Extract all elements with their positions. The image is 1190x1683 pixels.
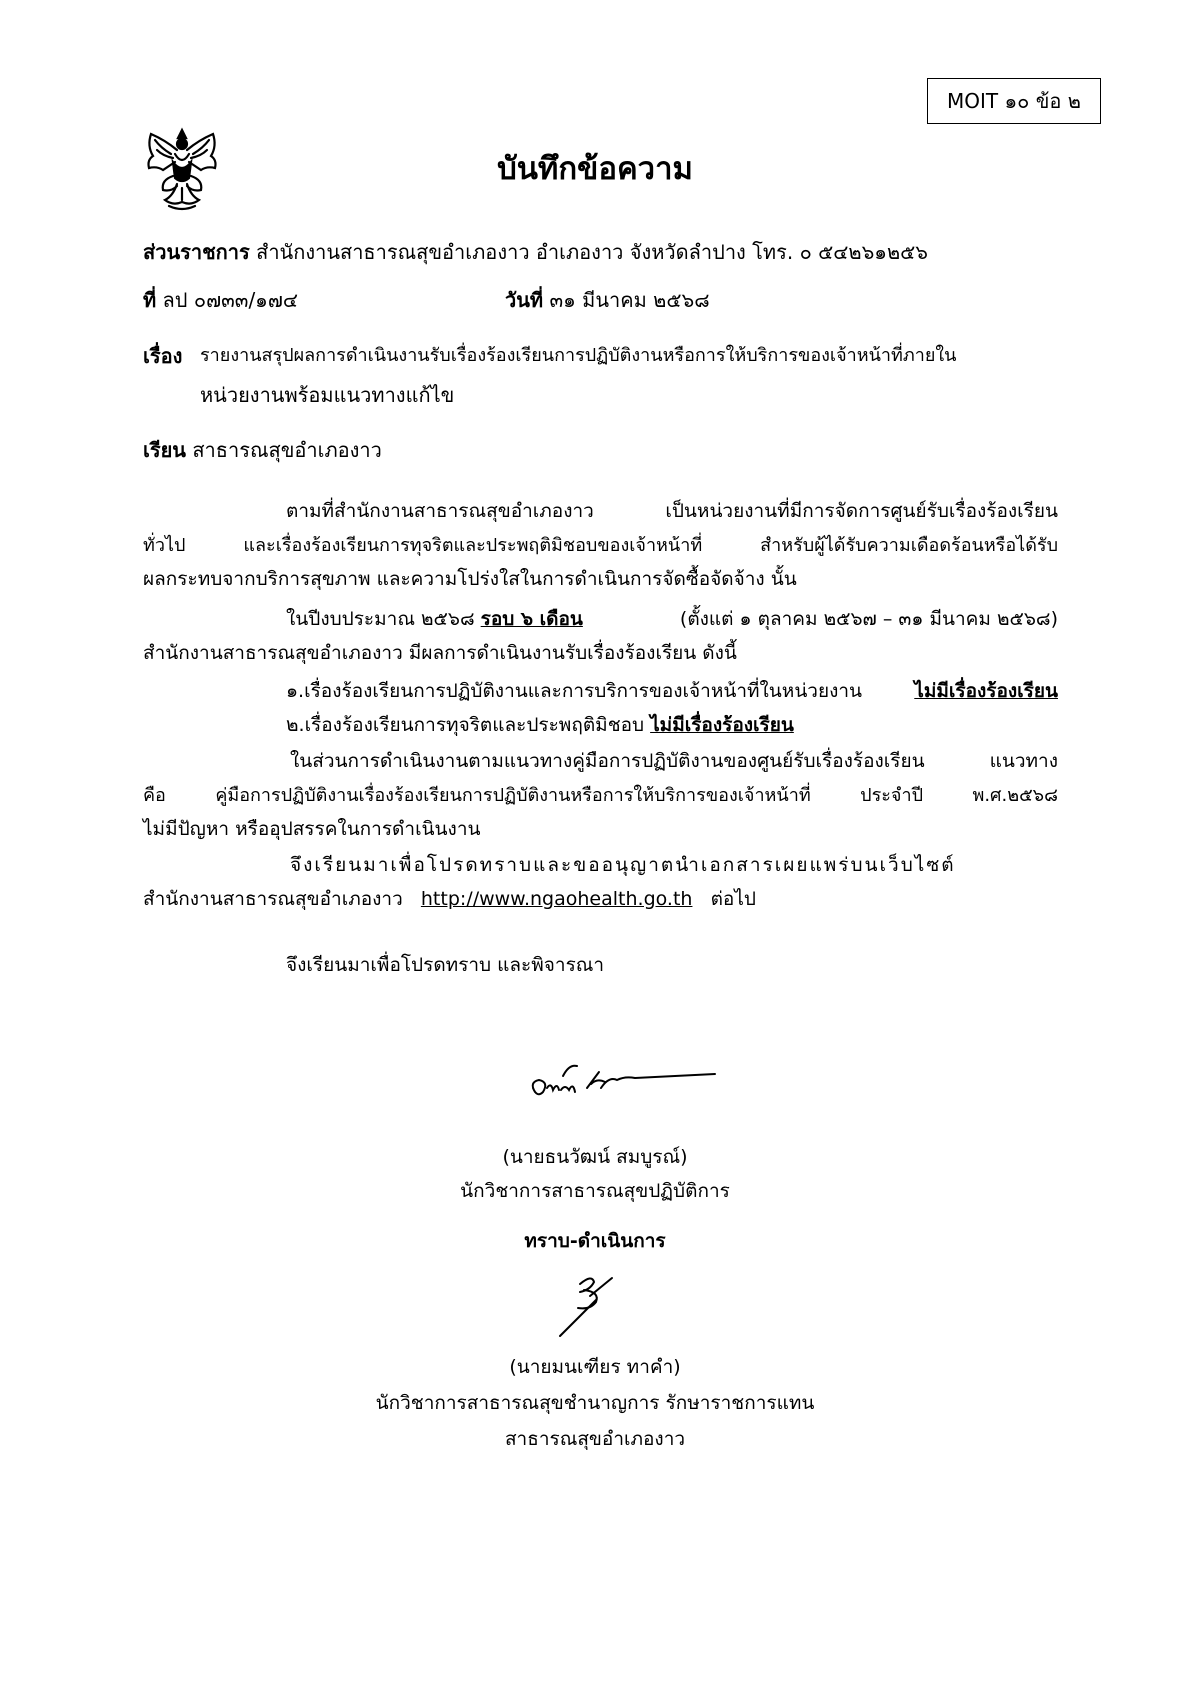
- complaint-item-2: ๒.เรื่องร้องเรียนการทุจริตและประพฤติมิชอบ ไม่มีเรื่องร้องเรียน: [286, 714, 794, 736]
- fiscal-year-text: ในปีงบประมาณ ๒๕๖๘ รอบ ๖ เดือน: [286, 608, 583, 630]
- date-label: วันที่: [505, 288, 544, 312]
- period-emphasis: รอบ ๖ เดือน: [480, 608, 583, 630]
- date-row: [505, 284, 710, 316]
- agency-label: ส่วนราชการ: [143, 240, 250, 264]
- complaint-item-1: ๑.เรื่องร้องเรียนการปฏิบัติงานและการบริการของเจ้าหน้าที่ในหน่วยงาน ไม่มีเรื่องร้องเรียน: [286, 676, 1058, 706]
- signer-2-position-line-2: สาธารณสุขอำเภองาว: [504, 1428, 686, 1450]
- signature-2-image: [550, 1270, 650, 1340]
- paragraph-1-line-2: ทั่วไป และเรื่องร้องเรียนการทุจริตและประพฤติมิชอบของเจ้าหน้าที่ สำหรับผู้ได้รับความเดือดร้อนหรือได้รับ: [143, 535, 1058, 556]
- form-code: MOIT ๑๐ ข้อ ๒: [947, 89, 1081, 113]
- paragraph-2-line-2: สำนักงานสาธารณสุขอำเภองาว มีผลการดำเนินงานรับเรื่องร้องเรียน ดังนี้: [143, 642, 737, 664]
- paragraph-4-line-2: สำนักงานสาธารณสุขอำเภองาว http://www.ngaohealth.go.th ต่อไป: [143, 888, 756, 910]
- signer-2-name: (นายมนเฑียร ทาคำ): [509, 1356, 681, 1378]
- item-2-result: ไม่มีเรื่องร้องเรียน: [650, 714, 794, 736]
- paragraph-4-line-1: จึงเรียนมาเพื่อโปรดทราบและขออนุญาตนำเอกสารเผยแพร่บนเว็บไซต์: [290, 854, 956, 876]
- agency-row: [143, 236, 928, 268]
- signature-1-image: [525, 1052, 725, 1112]
- paragraph-1-line-3: ผลกระทบจากบริการสุขภาพ และความโปร่งใสในการดำเนินการจัดซื้อจัดจ้าง นั้น: [143, 568, 797, 590]
- date-value: ๓๑ มีนาคม ๒๕๖๘: [549, 288, 710, 312]
- agency-value: สำนักงานสาธารณสุขอำเภองาว อำเภองาว จังหวัดลำปาง โทร. ๐ ๕๔๒๖๑๒๕๖: [256, 240, 928, 264]
- to-row: [143, 434, 382, 466]
- subject-label: เรื่อง: [143, 344, 183, 368]
- period-range: (ตั้งแต่ ๑ ตุลาคม ๒๕๖๗ – ๓๑ มีนาคม ๒๕๖๘): [679, 608, 1058, 630]
- signer-1-position: นักวิชาการสาธารณสุขปฏิบัติการ: [460, 1180, 730, 1202]
- form-code-box: [927, 78, 1101, 124]
- paragraph-3-line-1: ในส่วนการดำเนินงานตามแนวทางคู่มือการปฏิบัติงานของศูนย์รับเรื่องร้องเรียน แนวทาง: [290, 750, 1058, 772]
- approval-text: ทราบ-ดำเนินการ: [524, 1230, 666, 1252]
- signer-1-name: (นายธนวัฒน์ สมบูรณ์): [502, 1146, 688, 1168]
- to-label: เรียน: [143, 438, 186, 462]
- to-value: สาธารณสุขอำเภองาว: [192, 438, 382, 462]
- paragraph-1-line-1: ตามที่สำนักงานสาธารณสุขอำเภองาว เป็นหน่วยงานที่มีการจัดการศูนย์รับเรื่องร้องเรียน: [286, 500, 1058, 522]
- paragraph-2-line-1: [286, 604, 1058, 634]
- item-1-result: ไม่มีเรื่องร้องเรียน: [914, 680, 1058, 702]
- ref-value: ลป ๐๗๓๓/๑๗๔: [162, 288, 299, 312]
- ref-label: ที่: [143, 288, 157, 312]
- website-link[interactable]: http://www.ngaohealth.go.th: [420, 888, 693, 910]
- subject-line-2: หน่วยงานพร้อมแนวทางแก้ไข: [200, 383, 455, 407]
- page-title: บันทึกข้อความ: [497, 151, 693, 187]
- paragraph-3-line-2: คือ คู่มือการปฏิบัติงานเรื่องร้องเรียนการปฏิบัติงานหรือการให้บริการของเจ้าหน้าที่ ประจำปี พ.ศ.๒๕๖๘: [143, 785, 1058, 806]
- ref-row: [143, 284, 298, 316]
- paragraph-3-line-3: ไม่มีปัญหา หรืออุปสรรคในการดำเนินงาน: [143, 818, 481, 840]
- signer-2-position-line-1: นักวิชาการสาธารณสุขชำนาญการ รักษาราชการแทน: [375, 1392, 815, 1414]
- closing-text: จึงเรียนมาเพื่อโปรดทราบ และพิจารณา: [286, 954, 605, 976]
- subject-line-1: รายงานสรุปผลการดำเนินงานรับเรื่องร้องเรียนการปฏิบัติงานหรือการให้บริการของเจ้าหน้าที่ภายใน: [200, 345, 957, 366]
